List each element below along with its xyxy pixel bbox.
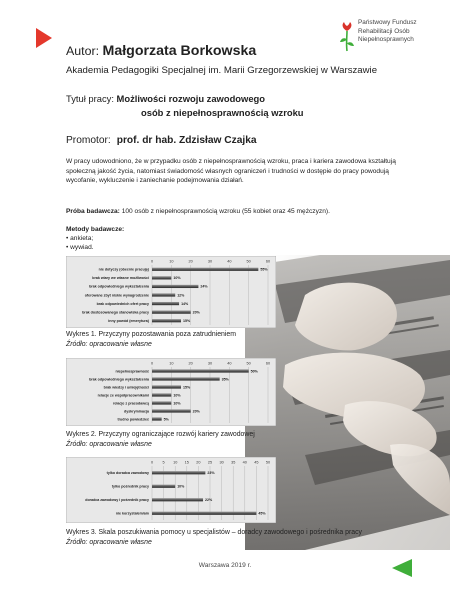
x-tick-label: 30 bbox=[219, 460, 224, 465]
x-tick-label: 30 bbox=[207, 361, 213, 366]
x-tick-label: 60 bbox=[265, 361, 271, 366]
chart-2-source: Źródło: opracowanie własne bbox=[66, 441, 152, 448]
x-tick-label: 40 bbox=[242, 460, 247, 465]
methods-label: Metody badawcze: bbox=[66, 226, 125, 233]
category-label: relacje z pracodawcą bbox=[113, 401, 149, 406]
sample-line bbox=[66, 208, 330, 215]
author-name: Małgorzata Borkowska bbox=[102, 43, 257, 59]
thesis-title-2: osób z niepełnosprawnością wzroku bbox=[141, 107, 304, 118]
chart-2 bbox=[66, 358, 276, 426]
x-tick-label: 0 bbox=[150, 259, 154, 264]
chart-frame bbox=[66, 358, 276, 426]
chart-3-source: Źródło: opracowanie własne bbox=[66, 539, 152, 546]
bar bbox=[152, 369, 249, 372]
bar bbox=[152, 498, 203, 501]
x-tick-label: 10 bbox=[169, 361, 174, 366]
x-tick-label: 5 bbox=[162, 460, 165, 465]
logo-text bbox=[358, 19, 417, 45]
chart-1-title: Wykres 1. Przyczyny pozostawania poza zatrudnieniem bbox=[66, 331, 236, 338]
category-label: inny powód (emerytura) bbox=[108, 319, 149, 324]
flower-logo-icon bbox=[338, 17, 356, 53]
chart-1-svg bbox=[66, 256, 276, 328]
x-tick-label: 20 bbox=[196, 460, 201, 465]
category-label: brak dostosowanego stanowiska pracy bbox=[82, 310, 149, 315]
value-label: 10% bbox=[177, 484, 185, 489]
bar bbox=[152, 268, 258, 271]
x-tick-label: 50 bbox=[265, 460, 271, 465]
value-label: 20% bbox=[192, 409, 200, 414]
methods-block bbox=[66, 225, 124, 253]
category-label: brak odpowiednich ofert pracy bbox=[96, 301, 149, 306]
chart-1-source: Źródło: opracowanie własne bbox=[66, 341, 152, 348]
bar bbox=[152, 417, 162, 420]
category-label: brak wiedzy i umiejętności bbox=[103, 385, 149, 390]
x-tick-label: 0 bbox=[150, 361, 154, 366]
value-label: 10% bbox=[173, 393, 181, 398]
x-tick-label: 15 bbox=[184, 460, 189, 465]
category-label: niepełnosprawność bbox=[115, 369, 149, 374]
x-tick-label: 0 bbox=[150, 460, 154, 465]
bar bbox=[152, 512, 256, 515]
promotor-label: Promotor: bbox=[66, 135, 111, 146]
sample-label: Próba badawcza: bbox=[66, 208, 120, 215]
x-tick-label: 50 bbox=[246, 361, 251, 366]
bar bbox=[152, 276, 171, 279]
category-label: brak wiary we własne możliwości bbox=[92, 276, 149, 281]
x-tick-label: 40 bbox=[227, 259, 232, 264]
value-label: 24% bbox=[200, 284, 208, 289]
bar bbox=[152, 471, 205, 474]
x-tick-label: 30 bbox=[207, 259, 213, 264]
chart-3-title: Wykres 3. Skala poszukiwania pomocy u specjalistów – doradcy zawodowego i pośrednika pracy bbox=[66, 529, 362, 536]
logo-line-3: Niepełnosprawnych bbox=[358, 36, 414, 44]
value-label: 50% bbox=[250, 369, 258, 374]
logo-line-1: Państwowy Fundusz bbox=[358, 19, 417, 26]
value-label: 20% bbox=[192, 310, 200, 315]
bar bbox=[152, 302, 179, 305]
chart-2-caption bbox=[66, 430, 255, 450]
value-label: 45% bbox=[258, 511, 266, 516]
category-label: doradca zawodowy i pośrednik pracy bbox=[85, 498, 149, 503]
x-tick-label: 25 bbox=[207, 460, 213, 465]
x-tick-label: 20 bbox=[188, 361, 193, 366]
value-label: 12% bbox=[177, 293, 185, 298]
bar bbox=[152, 409, 191, 412]
category-label: nie dotyczy (obecnie pracuję) bbox=[98, 267, 149, 272]
x-tick-label: 50 bbox=[246, 259, 251, 264]
category-label: brak odpowiedniego wykształcenia bbox=[89, 284, 149, 289]
x-tick-label: 20 bbox=[188, 259, 193, 264]
x-tick-label: 60 bbox=[265, 259, 271, 264]
x-tick-label: 10 bbox=[173, 460, 178, 465]
bar bbox=[152, 393, 171, 396]
chart-3-caption bbox=[66, 528, 362, 548]
value-label: 14% bbox=[181, 301, 189, 306]
chart-1-caption bbox=[66, 330, 236, 350]
chart-3-svg bbox=[66, 457, 276, 523]
bar bbox=[152, 385, 181, 388]
value-label: 55% bbox=[260, 267, 268, 272]
author-line bbox=[66, 43, 256, 59]
chart-1 bbox=[66, 256, 276, 328]
logo-line-2: Rehabilitacji Osób bbox=[358, 27, 410, 35]
author-label: Autor: bbox=[66, 44, 100, 58]
x-tick-label: 45 bbox=[254, 460, 259, 465]
category-label: trudno powiedzieć bbox=[117, 417, 149, 422]
value-label: 35% bbox=[221, 377, 229, 382]
academy-name: Akademia Pedagogiki Specjalnej im. Marii Grzegorzewskiej w Warszawie bbox=[66, 65, 378, 76]
bar bbox=[152, 293, 175, 296]
thesis-title-1: Możliwości rozwoju zawodowego bbox=[116, 93, 265, 104]
footer-place-date: Warszawa 2019 r. bbox=[198, 562, 252, 569]
sample-text: 100 osób z niepełnosprawnością wzroku (55 kobiet oraz 45 mężczyzn). bbox=[121, 208, 330, 215]
bar bbox=[152, 485, 175, 488]
bar bbox=[152, 401, 171, 404]
abstract-text: W pracy udowodniono, że w przypadku osób z niepełnosprawnością wzroku, praca i kariera zawodowa kształtują społeczną jakość życia, natomiast świadomość własnych ograniczeń i trudności w dostępie do pracy powodują wycofanie, wykluczenie i zaniechanie podejmowania działań. bbox=[66, 158, 396, 185]
chart-2-svg bbox=[66, 358, 276, 426]
method-item: • wywiad. bbox=[66, 244, 94, 252]
value-label: 22% bbox=[205, 498, 213, 503]
value-label: 23% bbox=[207, 471, 215, 476]
value-label: 10% bbox=[173, 276, 181, 281]
bar bbox=[152, 319, 181, 322]
chart-2-title: Wykres 2. Przyczyny ograniczające rozwój kariery zawodowej bbox=[66, 431, 255, 438]
promotor-name: prof. dr hab. Zdzisław Czajka bbox=[116, 135, 257, 146]
category-label: oferowane zbyt niskie wynagrodzenie bbox=[84, 293, 149, 298]
value-label: 10% bbox=[173, 401, 181, 406]
x-tick-label: 10 bbox=[169, 259, 174, 264]
category-label: tylko pośrednik pracy bbox=[111, 484, 149, 489]
bar bbox=[152, 285, 198, 288]
chart-3 bbox=[66, 457, 276, 523]
x-tick-label: 35 bbox=[231, 460, 236, 465]
value-label: 15% bbox=[183, 385, 191, 390]
thesis-label: Tytuł pracy: bbox=[66, 93, 114, 104]
category-label: tylko doradca zawodowy bbox=[106, 471, 149, 476]
pfron-logo bbox=[338, 17, 446, 53]
method-item: • ankieta; bbox=[66, 235, 94, 243]
category-label: nie korzystałem/am bbox=[115, 511, 149, 516]
category-label: relacje ze współpracownikami bbox=[97, 393, 149, 398]
value-label: 5% bbox=[163, 417, 169, 422]
bar bbox=[152, 311, 191, 314]
bar bbox=[152, 377, 220, 380]
red-triangle-icon bbox=[36, 28, 52, 48]
x-tick-label: 40 bbox=[227, 361, 232, 366]
value-label: 15% bbox=[183, 319, 191, 324]
chart-frame bbox=[66, 256, 276, 328]
category-label: brak odpowiedniego wykształcenia bbox=[89, 377, 149, 382]
promotor-line bbox=[66, 135, 257, 146]
category-label: dyskryminacja bbox=[124, 409, 149, 414]
thesis-title-line bbox=[66, 93, 265, 104]
